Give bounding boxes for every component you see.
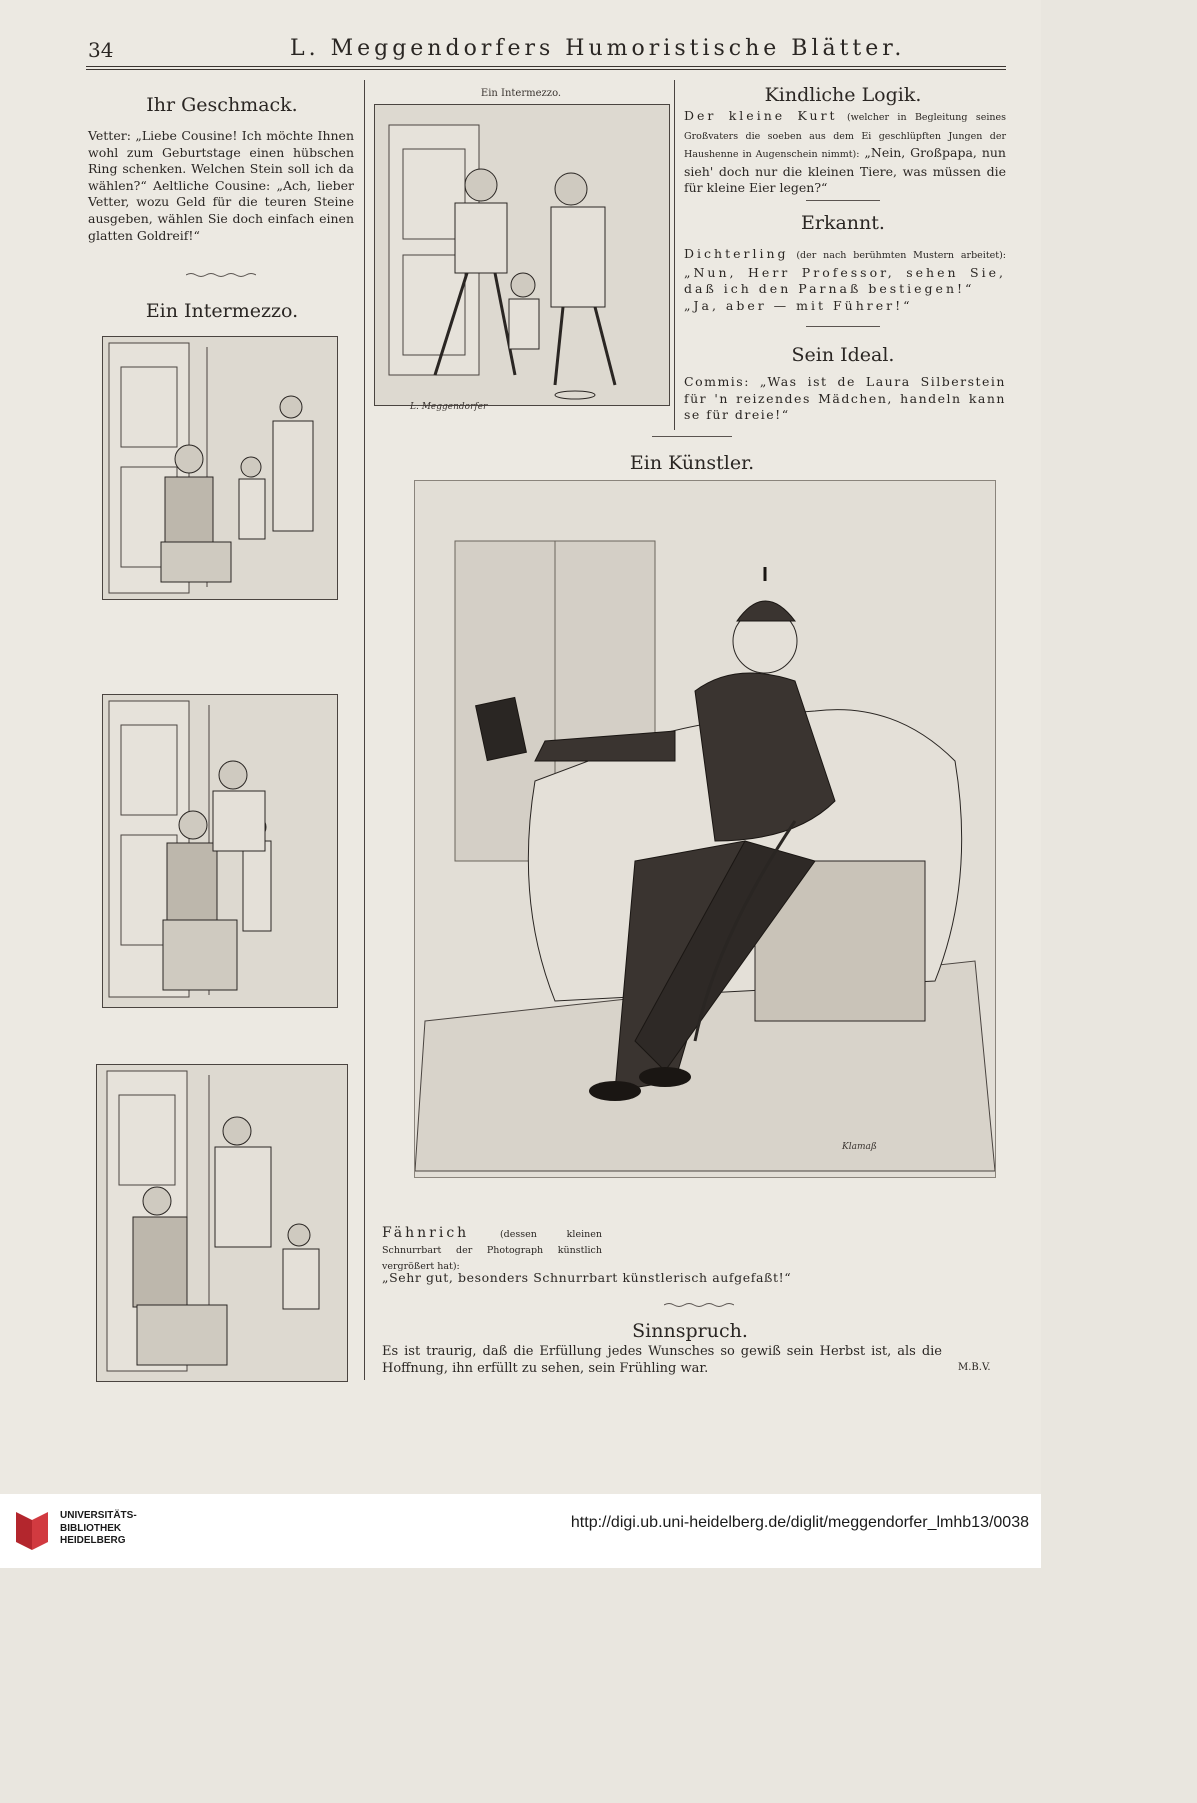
ihr-geschmack-title: Ihr Geschmack. — [146, 94, 298, 116]
ornament-divider — [664, 1302, 734, 1308]
erkannt-line-1: „Nun, Herr Professor, sehen Sie, daß ich den Parnaß bestiegen!“ — [684, 264, 1006, 297]
sein-ideal-title: Sein Ideal. — [791, 344, 895, 366]
kindliche-logik-quote: „Nein, Großpapa, nun sieh' doch nur die kleinen Tiere, was müssen die für kleine Eier legen?“ — [684, 145, 1006, 196]
ein-kuenstler-aside: (dessen kleinen Schnurrbart der Photograph künstlich vergrößert hat): — [382, 1229, 602, 1272]
ein-kuenstler-illustration — [414, 480, 996, 1178]
sein-ideal-text: Commis: „Was ist de Laura Silberstein für 'n reizendes Mädchen, handeln kann se für dreie!“ — [684, 374, 1006, 423]
sinnspruch-title: Sinnspruch. — [632, 1320, 748, 1342]
header-rule — [86, 66, 1006, 70]
journal-title: L. Meggendorfers Humoristische Blätter. — [290, 36, 906, 61]
erkannt-speaker: Dichterling — [684, 246, 789, 261]
ein-kuenstler-title: Ein Künstler. — [629, 452, 755, 474]
kindliche-logik-aside: (welcher in Begleitung seines Großvaters die soeben aus dem Ei geschlüpften Jungen der Haushenne in Augenschein nimmt): — [684, 112, 1006, 161]
ein-kuenstler-quote: „Sehr gut, besonders Schnurrbart künstlerisch aufgefaßt!“ — [382, 1270, 792, 1285]
library-name: UNIVERSITÄTS- BIBLIOTHEK HEIDELBERG — [60, 1510, 137, 1546]
ein-kuenstler-speaker: Fähnrich — [382, 1225, 470, 1241]
intermezzo-panel-1 — [102, 336, 338, 600]
divider-rule — [652, 436, 732, 437]
erkannt-body — [684, 246, 1006, 314]
meggendorfer-signature: L. Meggendorfer — [410, 402, 488, 412]
divider-rule — [806, 326, 880, 327]
sinnspruch-author: M.B.V. — [958, 1362, 991, 1373]
ornament-divider — [186, 272, 256, 278]
source-url-link[interactable]: http://digi.ub.uni-heidelberg.de/diglit/meggendorfer_lmhb13/0038 — [570, 1514, 1029, 1531]
erkannt-line-2: „Ja, aber — mit Führer!“ — [684, 297, 913, 313]
heidelberg-library-logo — [12, 1508, 52, 1554]
page-number: 34 — [88, 38, 114, 62]
column-rule-right — [674, 80, 675, 430]
klamass-signature: Klamaß — [842, 1142, 877, 1152]
library-footer — [0, 1494, 1041, 1568]
ihr-geschmack-text: Vetter: „Liebe Cousine! Ich möchte Ihnen wohl zum Geburtstage einen hübschen Ring schenken. Welchen Stein soll ich da wählen?“ Aeltliche Cousine: „Ach, lieber Vetter, wozu Geld für die teuren Steine ausgeben, wählen Sie doch einfach einen glatten Goldreif!“ — [88, 128, 354, 243]
sinnspruch-text: Es ist traurig, daß die Erfüllung jedes Wunsches so gewiß sein Herbst ist, als die Hoffnung, ihn erfüllt zu sehen, sein Frühling war. — [382, 1344, 942, 1376]
erkannt-aside: (der nach berühmten Mustern arbeitet): — [796, 250, 1006, 261]
intermezzo-center-illustration — [374, 104, 670, 406]
intermezzo-center-caption: Ein Intermezzo. — [480, 88, 562, 99]
intermezzo-panel-2 — [102, 694, 338, 1008]
erkannt-title: Erkannt. — [801, 212, 885, 234]
kindliche-logik-body — [684, 108, 1006, 197]
kindliche-logik-speaker: Der kleine Kurt — [684, 108, 838, 123]
column-rule-left — [364, 80, 365, 1380]
intermezzo-title: Ein Intermezzo. — [145, 300, 299, 322]
intermezzo-panel-3 — [96, 1064, 348, 1382]
kindliche-logik-title: Kindliche Logik. — [764, 84, 922, 106]
divider-rule — [806, 200, 880, 201]
ein-kuenstler-caption — [382, 1226, 602, 1274]
